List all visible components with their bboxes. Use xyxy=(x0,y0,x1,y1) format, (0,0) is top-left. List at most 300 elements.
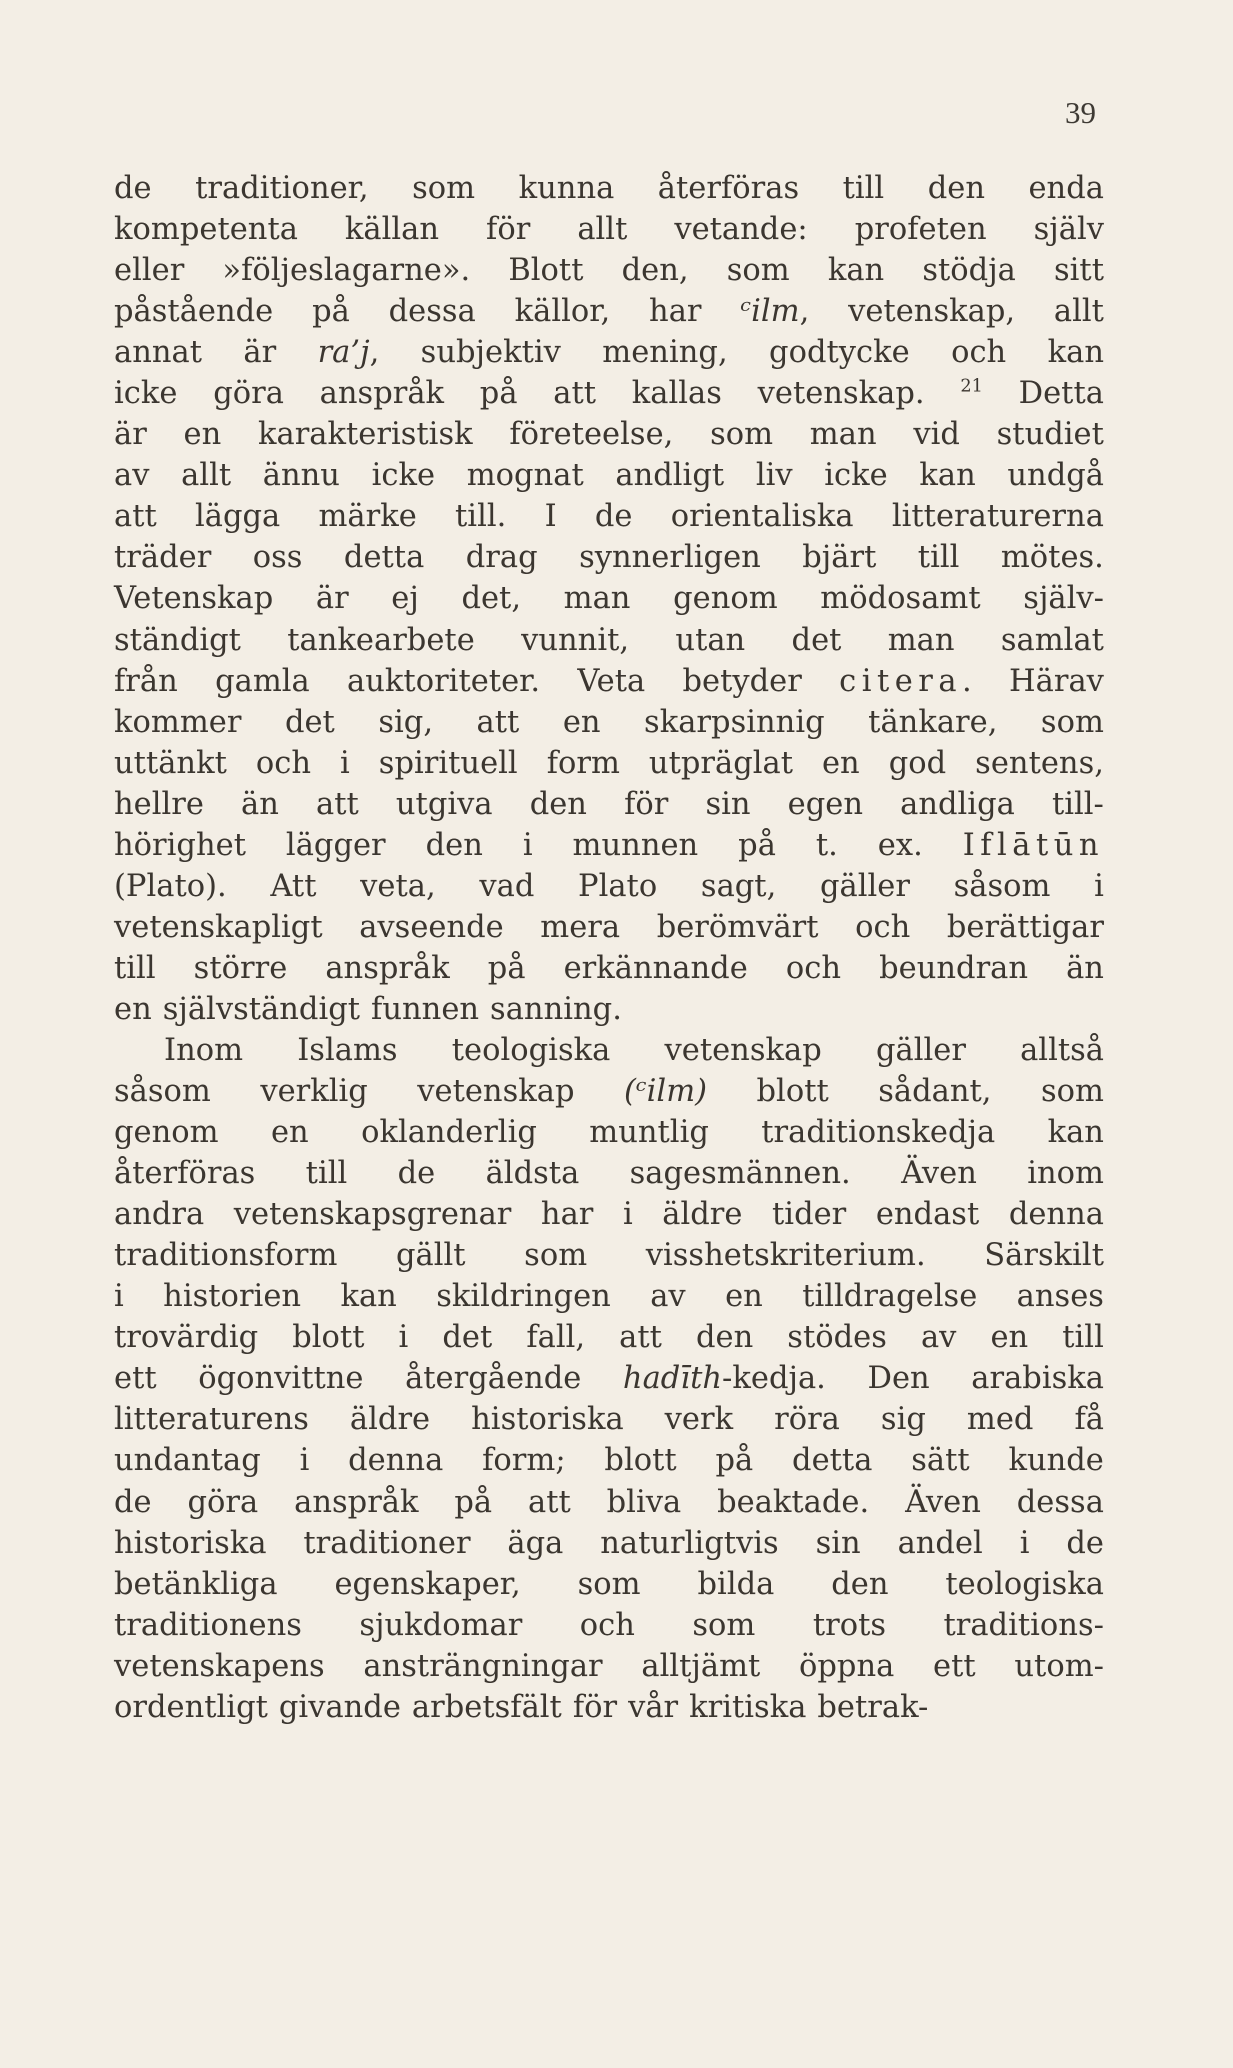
word: verk xyxy=(664,1402,734,1438)
word: Plato xyxy=(578,868,658,904)
word: ᶜilm, xyxy=(740,294,810,330)
word: historien xyxy=(163,1279,302,1315)
word: vetenskap xyxy=(417,1074,575,1110)
word: dessa xyxy=(1016,1484,1104,1520)
word: den xyxy=(831,1566,889,1602)
word: kunna xyxy=(518,171,615,206)
word: Veta xyxy=(577,663,646,699)
word: auktoriteter. xyxy=(347,663,541,699)
word: påstående xyxy=(114,294,274,330)
word: »följeslagarne». xyxy=(222,253,471,289)
word: samlat xyxy=(1000,622,1104,658)
text-line xyxy=(114,1276,1104,1317)
word: och xyxy=(785,950,842,986)
word: i xyxy=(1019,1525,1030,1561)
word: till xyxy=(305,1156,348,1192)
text-line xyxy=(114,1523,1104,1564)
word: alltjämt xyxy=(641,1648,761,1684)
word: anspråk xyxy=(319,376,445,412)
word: berättigar xyxy=(946,909,1104,945)
word: Särskilt xyxy=(984,1238,1104,1274)
text-line xyxy=(114,496,1104,537)
word: och xyxy=(951,335,1007,371)
word: sin xyxy=(815,1525,861,1561)
word: de xyxy=(1066,1525,1104,1561)
word: Iflātūn xyxy=(962,827,1104,863)
word: undantag xyxy=(114,1443,261,1479)
word: det xyxy=(442,1320,493,1356)
word: Vetenskap xyxy=(114,581,274,617)
text-line xyxy=(114,1194,1104,1235)
word: karakteristisk xyxy=(257,417,473,453)
word: gällt xyxy=(395,1238,466,1274)
word: erkännande xyxy=(563,950,748,986)
word: att xyxy=(316,786,359,822)
word: bliva xyxy=(606,1484,682,1520)
word: denna xyxy=(1008,1197,1104,1233)
word: sådant, xyxy=(878,1074,992,1110)
word: Blott xyxy=(508,253,584,289)
word: vetenskapligt xyxy=(114,909,323,945)
word: en xyxy=(270,1115,309,1151)
word: kan xyxy=(919,458,976,494)
text-line xyxy=(114,1564,1104,1605)
word: gäller xyxy=(875,1032,966,1068)
word: avseende xyxy=(359,909,504,945)
word: sin xyxy=(705,786,751,822)
word: naturligtvis xyxy=(600,1525,779,1561)
word: de xyxy=(397,1156,436,1192)
text-line xyxy=(114,578,1104,619)
word: profeten xyxy=(854,212,987,248)
word: gäller xyxy=(819,868,910,904)
word: som xyxy=(710,417,774,453)
word: ögonvittne xyxy=(198,1361,364,1397)
word: har xyxy=(540,1197,594,1233)
word: som xyxy=(692,1607,756,1643)
text-line xyxy=(114,866,1104,907)
word: trots xyxy=(812,1607,887,1643)
word: ex. xyxy=(877,827,923,863)
word: studiet xyxy=(996,417,1104,453)
text-line xyxy=(114,332,1104,373)
word: vad xyxy=(479,868,535,904)
text-line xyxy=(114,168,1104,209)
word: en xyxy=(183,417,222,453)
word: ej xyxy=(391,581,419,617)
word: sig xyxy=(880,1402,926,1438)
text-line xyxy=(114,537,1104,578)
word: undgå xyxy=(1007,458,1104,494)
text-line xyxy=(114,661,1104,702)
word: drag xyxy=(465,540,538,576)
text-line xyxy=(114,620,1104,661)
word: det xyxy=(284,704,335,740)
word: äldsta xyxy=(485,1156,580,1192)
word: givande xyxy=(278,1689,401,1725)
word: ra’j, xyxy=(317,335,380,371)
word: i xyxy=(398,1320,409,1356)
word: Härav xyxy=(1009,663,1104,699)
text-line xyxy=(114,784,1104,825)
word: för xyxy=(624,786,669,822)
word: mognat xyxy=(466,458,584,494)
word: Detta xyxy=(1018,376,1104,412)
word: allt xyxy=(1053,294,1104,330)
word: den xyxy=(695,1320,754,1356)
word: att xyxy=(528,1484,571,1520)
word: beundran xyxy=(879,950,1029,986)
word: en xyxy=(990,1320,1029,1356)
word: icke xyxy=(824,458,888,494)
word: vetenskap xyxy=(664,1032,822,1068)
word: få xyxy=(1074,1402,1104,1438)
word: tilldragelse xyxy=(802,1279,978,1315)
word: endast xyxy=(875,1197,980,1233)
word: allt xyxy=(181,458,232,494)
word: utan xyxy=(675,622,746,658)
word: än xyxy=(1066,950,1104,986)
word: veta, xyxy=(360,868,436,904)
word: traditionskedja xyxy=(761,1115,996,1151)
word: på xyxy=(487,950,526,986)
word: Inom xyxy=(164,1032,244,1068)
word: man xyxy=(809,417,877,453)
word: man xyxy=(563,581,631,617)
word: ansträngningar xyxy=(363,1648,603,1684)
word: kallas xyxy=(631,376,722,412)
word: mera xyxy=(540,909,621,945)
word: kan xyxy=(827,253,885,289)
word: den xyxy=(425,827,483,863)
word: de xyxy=(114,1484,152,1520)
word: som xyxy=(524,1238,588,1274)
word: inom xyxy=(1027,1156,1104,1192)
word: än xyxy=(241,786,279,822)
word: andligt xyxy=(615,458,725,494)
word: till- xyxy=(1051,786,1104,822)
word: öppna xyxy=(799,1648,895,1684)
text-line xyxy=(114,373,1104,414)
word: subjektiv xyxy=(420,335,561,371)
word: vetenskap. xyxy=(757,376,925,412)
text-line xyxy=(114,948,1104,989)
text-line xyxy=(114,1317,1104,1358)
text-line xyxy=(114,1646,1104,1687)
text-line xyxy=(114,702,1104,743)
word: uttänkt xyxy=(114,745,227,781)
word: litteraturerna xyxy=(891,499,1104,535)
word: stödes xyxy=(787,1320,887,1356)
word: man xyxy=(887,622,955,658)
word: bilda xyxy=(697,1566,775,1602)
word: sagt, xyxy=(700,868,777,904)
word: har xyxy=(649,294,702,330)
word: ännu xyxy=(262,458,340,494)
word: som xyxy=(1040,1074,1104,1110)
word: allt xyxy=(577,212,628,248)
word: anses xyxy=(1016,1279,1104,1315)
word: betänkliga xyxy=(114,1566,278,1602)
word: den xyxy=(927,171,985,206)
word: utpräglat xyxy=(648,745,793,781)
text-line xyxy=(114,1358,1104,1399)
word: kan xyxy=(1047,1115,1104,1151)
text-line xyxy=(114,414,1104,455)
word: egenskaper, xyxy=(334,1566,521,1602)
word: litteraturens xyxy=(114,1402,309,1438)
word: Den xyxy=(867,1361,930,1397)
word: traditioner xyxy=(303,1525,471,1561)
word: för xyxy=(486,212,531,248)
text-line xyxy=(114,455,1104,496)
text-line xyxy=(114,1440,1104,1481)
word: andel xyxy=(897,1525,983,1561)
word: 21 xyxy=(960,376,983,397)
word: återföras xyxy=(657,171,800,206)
word: av xyxy=(920,1320,957,1356)
word: vetenskap, xyxy=(848,294,1016,330)
word: som xyxy=(726,253,790,289)
word: godtycke xyxy=(769,335,910,371)
word: själv xyxy=(1033,212,1104,248)
word: citera. xyxy=(839,663,972,699)
word: betyder xyxy=(682,663,802,699)
word: och xyxy=(579,1607,635,1643)
page-number: 39 xyxy=(1065,95,1096,130)
word: såsom xyxy=(114,1074,211,1110)
word: spirituell xyxy=(378,745,518,781)
word: tankearbete xyxy=(287,622,475,658)
word: stödja xyxy=(922,253,1016,289)
word: mödosamt xyxy=(820,581,981,617)
word: Islams xyxy=(297,1032,398,1068)
word: till xyxy=(1062,1320,1104,1356)
text-line xyxy=(114,1235,1104,1276)
word: Även xyxy=(901,1156,977,1192)
word: blott xyxy=(604,1443,677,1479)
word: orientaliska xyxy=(670,499,854,535)
word: större xyxy=(193,950,288,986)
word: träder xyxy=(114,540,212,576)
word: hellre xyxy=(114,786,204,822)
word: till xyxy=(917,540,960,576)
text-line xyxy=(114,1030,1104,1071)
word: lägga xyxy=(194,499,281,535)
word: enda xyxy=(1028,171,1104,206)
word: källor, xyxy=(514,294,611,330)
word: på xyxy=(454,1484,493,1520)
word: självständigt xyxy=(162,991,361,1027)
word: göra xyxy=(187,1484,259,1520)
word: är xyxy=(315,581,349,617)
word: betrak- xyxy=(817,1689,929,1725)
word: dessa xyxy=(388,294,476,330)
word: en xyxy=(562,704,601,740)
word: till. xyxy=(455,499,507,535)
word: kommer xyxy=(114,704,242,740)
word: skarpsinnig xyxy=(644,704,825,740)
word: beaktade. xyxy=(717,1484,870,1520)
body-text xyxy=(114,168,1104,1728)
word: på xyxy=(312,294,350,330)
word: vid xyxy=(913,417,960,453)
word: vetenskapens xyxy=(114,1648,325,1684)
word: Att xyxy=(270,868,317,904)
word: själv- xyxy=(1023,581,1104,617)
text-line xyxy=(114,825,1104,866)
word: icke xyxy=(371,458,436,494)
word: genom xyxy=(673,581,778,617)
word: ett xyxy=(933,1648,976,1684)
word: teologiska xyxy=(451,1032,611,1068)
word: äga xyxy=(507,1525,564,1561)
word: ordentligt xyxy=(114,1689,268,1725)
text-line xyxy=(114,1399,1104,1440)
word: till xyxy=(842,171,885,206)
word: det xyxy=(791,622,842,658)
word: annat xyxy=(114,335,203,371)
word: en xyxy=(725,1279,763,1315)
text-line xyxy=(114,1112,1104,1153)
word: den xyxy=(529,786,587,822)
word: vetande: xyxy=(674,212,808,248)
word: teologiska xyxy=(945,1566,1104,1602)
word: äldre xyxy=(349,1402,431,1438)
word: tänkare, xyxy=(868,704,998,740)
word: i xyxy=(299,1443,310,1479)
word: till xyxy=(114,950,156,986)
word: muntlig xyxy=(589,1115,709,1151)
word: röra xyxy=(774,1402,840,1438)
word: ett xyxy=(114,1361,157,1397)
word: funnen xyxy=(371,991,480,1027)
word: synnerligen xyxy=(579,540,761,576)
word: eller xyxy=(114,253,185,289)
word: och xyxy=(255,745,312,781)
word: vår xyxy=(628,1689,679,1725)
word: att xyxy=(476,704,520,740)
text-line xyxy=(114,1071,1104,1112)
word: bjärt xyxy=(802,540,877,576)
text-line xyxy=(114,1153,1104,1194)
word: sätt xyxy=(911,1443,970,1479)
text-line xyxy=(114,1605,1104,1646)
word: kan xyxy=(1047,335,1104,371)
word: fall, xyxy=(526,1320,586,1356)
word: i xyxy=(114,1279,124,1315)
word: i xyxy=(622,1197,633,1233)
text-line xyxy=(114,907,1104,948)
word: lägger xyxy=(285,827,386,863)
word: arabiska xyxy=(971,1361,1104,1397)
word: tider xyxy=(772,1197,847,1233)
word: traditions- xyxy=(943,1607,1104,1643)
word: mening, xyxy=(602,335,728,371)
text-line xyxy=(114,291,1104,332)
word: icke xyxy=(114,376,178,412)
word: god xyxy=(888,745,947,781)
word: är xyxy=(243,335,277,371)
word: andra xyxy=(114,1197,205,1233)
word: av xyxy=(114,458,150,494)
word: alltså xyxy=(1020,1032,1104,1068)
word: sanning. xyxy=(490,991,622,1027)
word: skildringen xyxy=(436,1279,611,1315)
word: vunnit, xyxy=(521,622,630,658)
word: historiska xyxy=(471,1402,624,1438)
word: detta xyxy=(343,540,425,576)
word: genom xyxy=(114,1115,219,1151)
word: form xyxy=(546,745,620,781)
word: för xyxy=(572,1689,618,1725)
word: traditionens xyxy=(114,1607,302,1643)
word: ständigt xyxy=(114,622,241,658)
word: sig, xyxy=(378,704,434,740)
word: kan xyxy=(340,1279,397,1315)
word: I xyxy=(544,499,557,535)
word: egen xyxy=(787,786,864,822)
text-line xyxy=(114,1687,1104,1728)
word: gamla xyxy=(215,663,310,699)
word: äldre xyxy=(662,1197,743,1233)
word: i xyxy=(522,827,533,863)
word: sitt xyxy=(1053,253,1104,289)
word: Även xyxy=(905,1484,981,1520)
word: källan xyxy=(344,212,440,248)
word: blott xyxy=(292,1320,365,1356)
word: återgående xyxy=(405,1361,582,1397)
word: att xyxy=(619,1320,662,1356)
word: munnen xyxy=(572,827,699,863)
word: visshetskriterium. xyxy=(645,1238,926,1274)
word: på xyxy=(479,376,518,412)
word: är xyxy=(114,417,147,453)
text-line xyxy=(114,250,1104,291)
word: på xyxy=(715,1443,754,1479)
word: på xyxy=(738,827,776,863)
word: berömvärt xyxy=(656,909,819,945)
word: (ᶜilm) xyxy=(623,1074,708,1110)
word: anspråk xyxy=(294,1484,419,1520)
word: av xyxy=(650,1279,686,1315)
word: att xyxy=(553,376,597,412)
word: som xyxy=(577,1566,641,1602)
word: (Plato). xyxy=(114,868,227,904)
word: kunde xyxy=(1008,1443,1104,1479)
word: traditionsform xyxy=(114,1238,338,1274)
word: utom- xyxy=(1014,1648,1104,1684)
word: att xyxy=(114,499,157,535)
word: och xyxy=(855,909,911,945)
word: som xyxy=(1040,704,1104,740)
word: hörighet xyxy=(114,827,246,863)
word: oklanderlig xyxy=(361,1115,537,1151)
word: sagesmännen. xyxy=(629,1156,851,1192)
word: sentens, xyxy=(975,745,1104,781)
word: återföras xyxy=(114,1156,256,1192)
word: denna xyxy=(348,1443,444,1479)
text-line xyxy=(114,1482,1104,1523)
word: med xyxy=(966,1402,1034,1438)
word: liv xyxy=(755,458,793,494)
word: verklig xyxy=(260,1074,368,1110)
word: såsom xyxy=(953,868,1051,904)
word: andliga xyxy=(900,786,1015,822)
word: i xyxy=(340,745,350,781)
word: utgiva xyxy=(395,786,493,822)
word: mötes. xyxy=(1000,540,1104,576)
